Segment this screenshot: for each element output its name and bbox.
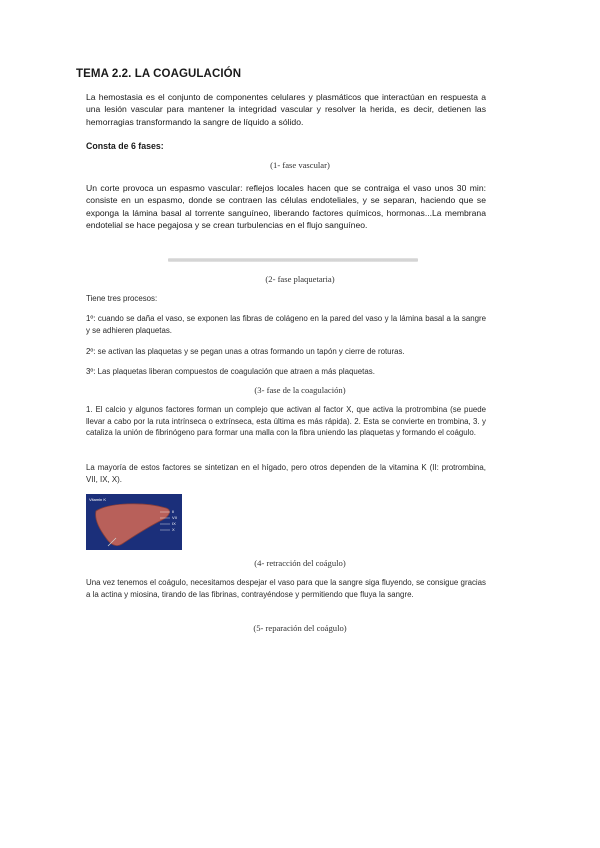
phase-2-heading: (2- fase plaquetaria) — [265, 274, 335, 284]
figure-label: Vitamin K — [89, 497, 107, 502]
coagulacion-paragraph-1: 1. El calcio y algunos factores forman un complejo que activan al factor X, que activa la protrombina (se puede llevar a cabo por la ruta intrínseca o extrínseca, esta última es más rápida). 2. Esta se convierte en trombina, 3. y cataliza la unión de fibrinógeno para formar una malla con la fibra uniendo las plaquetas y formando el coágulo. — [86, 405, 486, 438]
liver-vitamin-k-figure — [86, 494, 182, 550]
plaquetaria-step-1: 1º: cuando se daña el vaso, se exponen las fibras de colágeno en la pared del vaso y la lámina basal a la sangre y se adhieren plaquetas. — [86, 314, 486, 335]
factor-label: II — [172, 509, 175, 514]
phase-1-heading: (1- fase vascular) — [270, 160, 330, 170]
coagulacion-paragraph-2: La mayoría de estos factores se sintetizan en el hígado, pero otros dependen de la vitamina K (II: protrombina, VII, IX, X). — [86, 463, 486, 484]
plaquetaria-step-2: 2º: se activan las plaquetas y se pegan unas a otras formando un tapón y cierre de roturas. — [86, 347, 405, 356]
retraccion-paragraph: Una vez tenemos el coágulo, necesitamos despejar el vaso para que la sangre siga fluyendo, se consigue gracias a la actina y miosina, tirando de las fibrinas, contrayéndose y permitiendo que fluya la sangre. — [86, 578, 486, 599]
vascular-paragraph: Un corte provoca un espasmo vascular: reflejos locales hacen que se contraiga el vaso unos 30 min: consiste en un espasmo, donde se contraen las células endoteliales, y se separan, haciendo que se exponga la lámina basal al torrente sanguíneo, liberando factores químicos, hormonas...La membrana endotelial se hace pegajosa y se crean turbulencias en el flujo sanguíneo. — [86, 183, 486, 231]
intro-paragraph: La hemostasia es el conjunto de componentes celulares y plasmáticos que interactúan en respuesta a una lesión vascular para mantener la integridad vascular y resolver la herida, es decir, detienen las hemorragias transformando la sangre de líquido a sólido. — [86, 92, 486, 127]
phase-3-heading: (3- fase de la coagulación) — [254, 385, 346, 395]
image-strip — [168, 258, 418, 262]
factor-label: X — [172, 527, 175, 532]
factor-label: VII — [172, 515, 177, 520]
page-title: TEMA 2.2. LA COAGULACIÓN — [76, 68, 242, 80]
plaquetaria-intro: Tiene tres procesos: — [86, 294, 158, 303]
phase-4-heading: (4- retracción del coágulo) — [254, 558, 346, 568]
phase-5-heading: (5- reparación del coágulo) — [253, 623, 347, 633]
factor-label: IX — [172, 521, 176, 526]
plaquetaria-step-3: 3º: Las plaquetas liberan compuestos de coagulación que atraen a más plaquetas. — [86, 367, 375, 376]
phases-subheading: Consta de 6 fases: — [86, 141, 164, 151]
